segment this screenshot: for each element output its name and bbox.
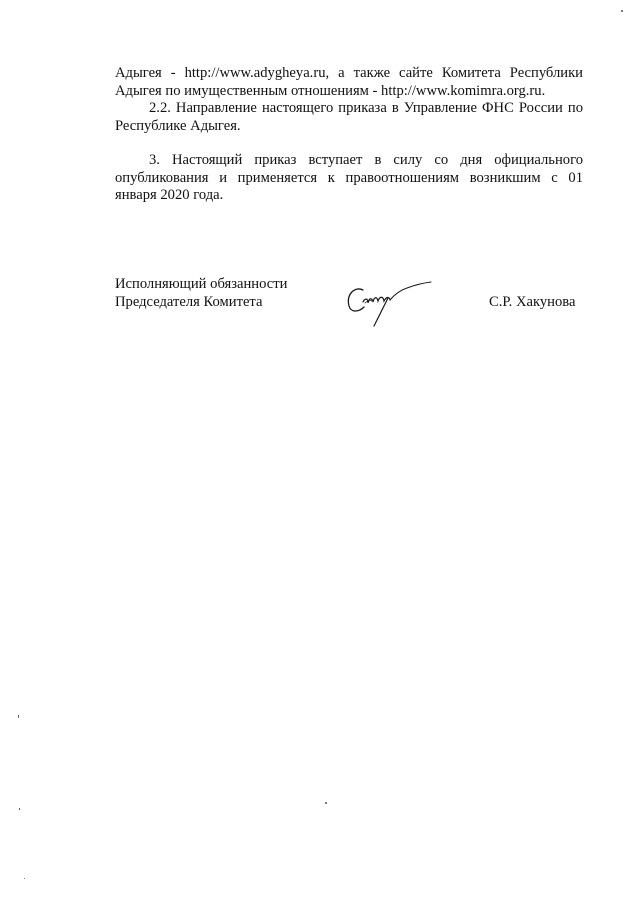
- paragraph-3: [115, 152, 583, 205]
- paragraph-2-2: [115, 100, 583, 135]
- text-line: 3. Настоящий приказ вступает в силу со дня официального: [149, 152, 583, 168]
- paragraph-publication: [115, 65, 583, 100]
- text-line: Адыгея по имущественным отношениям - http://www.komimra.org.ru.: [115, 82, 546, 99]
- position-line: Председателя Комитета: [115, 294, 263, 310]
- text-line: опубликования и применяется к правоотношениям возникшим с 01: [115, 169, 583, 186]
- scan-speck: [19, 808, 20, 810]
- text-line: Адыгея - http://www.adygheya.ru, а также сайте Комитета Республики: [115, 65, 583, 81]
- scan-speck: [24, 878, 25, 879]
- text-line: 2.2. Направление настоящего приказа в Управление ФНС России по: [149, 100, 583, 116]
- scan-speck: [621, 10, 623, 12]
- text-line: Республике Адыгея.: [115, 117, 241, 134]
- signatory-name: С.Р. Хакунова: [489, 294, 576, 310]
- scan-speck: [18, 715, 19, 718]
- signatory-position: [115, 275, 287, 311]
- scan-speck: [325, 802, 327, 804]
- position-line: Исполняющий обязанности: [115, 276, 288, 292]
- handwritten-signature: [343, 276, 433, 328]
- text-line: января 2020 года.: [115, 187, 224, 203]
